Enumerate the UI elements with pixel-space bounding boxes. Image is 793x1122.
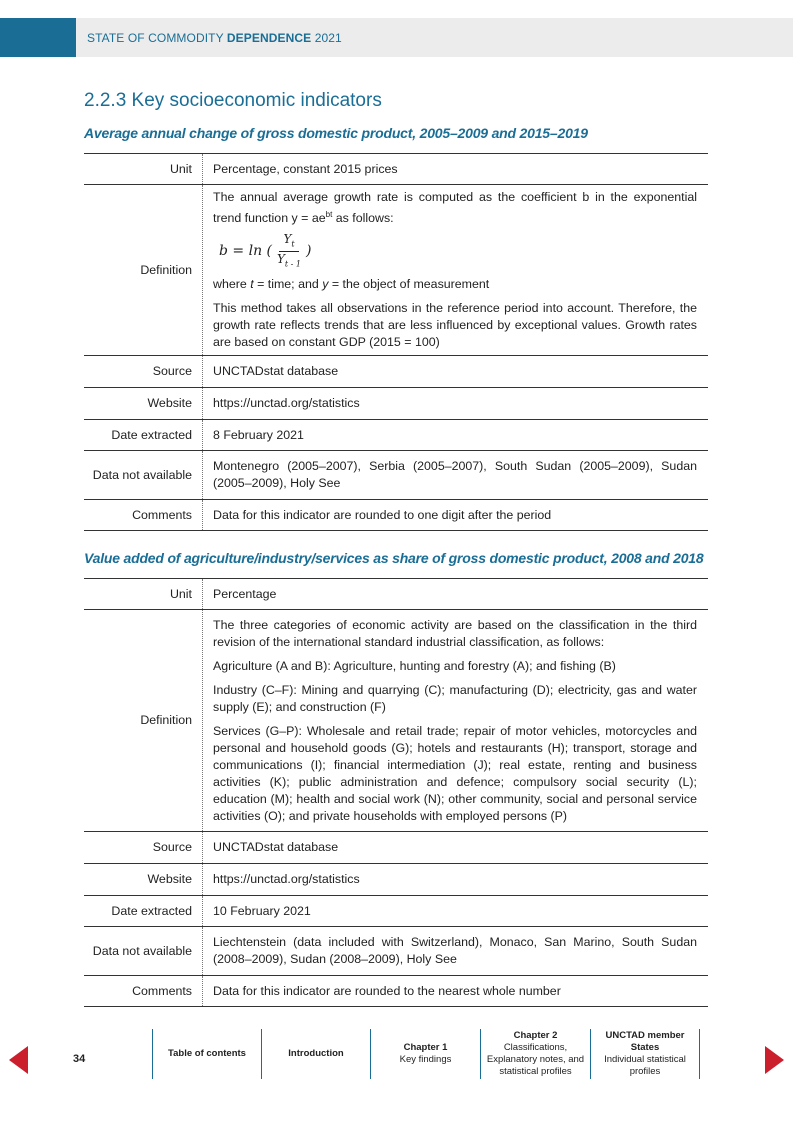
row-value (202, 185, 708, 355)
row-label: Definition (140, 713, 192, 727)
row-value: Data for this indicator are rounded to the nearest whole number (202, 976, 708, 1006)
running-header-prefix: STATE OF COMMODITY (87, 31, 227, 45)
nav-subtitle: Key findings (399, 1054, 452, 1065)
table2-row-date (84, 896, 708, 927)
row-label: Date extracted (111, 427, 192, 442)
row-label: Comments (132, 983, 192, 998)
row-value: Percentage, constant 2015 prices (202, 154, 708, 184)
row-value: Percentage (202, 579, 708, 609)
table2-title: Value added of agriculture/industry/services as share of gross domestic product, 2008 and 2018 (84, 550, 704, 566)
row-label: Unit (169, 586, 192, 601)
table1 (84, 153, 708, 531)
running-header-year: 2021 (311, 31, 342, 45)
row-label: Unit (169, 161, 192, 176)
table1-row-data-not-available (84, 451, 708, 500)
row-value: Data for this indicator are rounded to one digit after the period (202, 500, 708, 530)
table2-row-definition (84, 610, 708, 832)
nav-title: Table of contents (168, 1048, 246, 1059)
nav-title: UNCTAD member States (605, 1030, 685, 1053)
table1-row-website (84, 388, 708, 420)
row-label: Data not available (92, 943, 192, 958)
nav-title: Chapter 1 (403, 1042, 448, 1053)
row-value (202, 610, 708, 831)
table1-row-comments (84, 500, 708, 531)
next-page-arrow-icon[interactable] (765, 1046, 784, 1074)
row-label: Source (152, 364, 192, 378)
row-value: Montenegro (2005–2007), Serbia (2005–2007), South Sudan (2005–2009), Sudan (2005–2009), Holy See (202, 451, 708, 499)
growth-rate-formula: b = ln ( $\frac{Y_t}{Y_{t - 1}}$ ) (213, 234, 697, 270)
definition-intro: The annual average growth rate is computed as the coefficient b in the exponential trend function $y = ae^{bt}$ as follows: (213, 190, 697, 226)
table2-row-data-not-available (84, 927, 708, 976)
website-link[interactable]: https://unctad.org/statistics (202, 388, 708, 419)
nav-title: Introduction (288, 1048, 344, 1059)
row-value: Liechtenstein (data included with Switzerland), Monaco, San Marino, South Sudan (2008–2009), Sudan (2008–2009), Holy See (202, 927, 708, 975)
table1-row-unit (84, 153, 708, 185)
running-header-bold: DEPENDENCE (226, 31, 312, 45)
footer-nav-introduction[interactable] (261, 1029, 370, 1079)
nav-title: Chapter 2 (513, 1030, 558, 1041)
section-title: 2.2.3 Key socioeconomic indicators (84, 90, 382, 111)
table2-row-source (84, 832, 708, 864)
row-label: Date extracted (111, 903, 192, 918)
formula-fraction: $\frac{Y_t}{Y_{t - 1}}$ (277, 231, 302, 269)
website-link[interactable]: https://unctad.org/statistics (202, 864, 708, 895)
row-label: Data not available (92, 467, 192, 482)
footer-nav-member-states[interactable] (590, 1029, 700, 1079)
row-value: 10 February 2021 (202, 896, 708, 926)
table1-row-source (84, 356, 708, 388)
previous-page-arrow-icon[interactable] (9, 1046, 28, 1074)
nav-subtitle: Classifications, Explanatory notes, and statistical profiles (486, 1042, 585, 1077)
table2-row-website (84, 864, 708, 896)
nav-subtitle: Individual statistical profiles (604, 1054, 686, 1077)
table1-title: Average annual change of gross domestic product, 2005–2009 and 2015–2019 (84, 125, 588, 141)
definition-where: where t = time; and y = the object of measurement (213, 276, 490, 291)
row-label: Website (147, 396, 192, 410)
running-header (87, 31, 342, 45)
definition-paragraph: Industry (C–F): Mining and quarrying (C); manufacturing (D); electricity, gas and water supply (E); and construction (F) (213, 682, 697, 714)
row-label: Source (152, 840, 192, 854)
row-value: UNCTADstat database (202, 832, 708, 863)
definition-note: This method takes all observations in the reference period into account. Therefore, the growth rate reflects trends that are less influenced by exceptional values. Growth rates are based on constant GDP (2015 = 100) (213, 300, 697, 349)
table2-row-comments (84, 976, 708, 1007)
header-accent-block (0, 18, 76, 57)
table1-row-definition (84, 185, 708, 356)
definition-paragraph: Services (G–P): Wholesale and retail trade; repair of motor vehicles, motorcycles and personal and household goods (G); hotels and restaurants (H); transport, storage and communications (I); financial intermediation (J); real estate, renting and business activities (K); public administration and defence; compulsory social security (L); education (M); health and social work (N); other community, social and personal service activities (O); and private households with employed persons (P) (213, 723, 697, 823)
row-value: UNCTADstat database (202, 356, 708, 387)
table1-row-date (84, 420, 708, 451)
definition-paragraph: The three categories of economic activity are based on the classification in the third revision of the international standard industrial classification, as follows: (213, 617, 697, 649)
footer-nav-chapter-2[interactable] (480, 1029, 590, 1079)
footer-nav-chapter-1[interactable] (370, 1029, 480, 1079)
row-label: Definition (140, 262, 192, 277)
footer-nav-table-of-contents[interactable] (152, 1029, 261, 1079)
page-number: 34 (73, 1053, 86, 1065)
table2-row-unit (84, 578, 708, 610)
row-label: Comments (132, 507, 192, 522)
row-label: Website (147, 872, 192, 886)
table2 (84, 578, 708, 1007)
definition-paragraph: Agriculture (A and B): Agriculture, hunting and forestry (A); and fishing (B) (213, 658, 616, 673)
row-value: 8 February 2021 (202, 420, 708, 450)
